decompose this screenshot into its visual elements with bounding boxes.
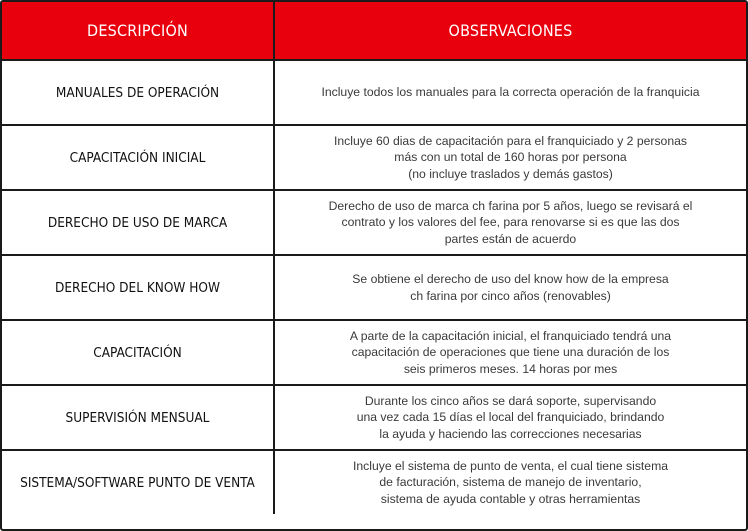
- observaciones-text: A parte de la capacitación inicial, el franquiciado tendrá una capacitación de operaciones que tiene una duración de los seis primeros meses. 14 horas por mes: [349, 328, 672, 376]
- descripcion-text: SISTEMA/SOFTWARE PUNTO DE VENTA: [20, 474, 255, 491]
- table-row: [2, 59, 746, 124]
- observaciones-cell: [275, 256, 746, 319]
- header-cell-observaciones: [275, 2, 746, 59]
- descripcion-text: DERECHO DEL KNOW HOW: [55, 279, 220, 296]
- observaciones-cell: [275, 126, 746, 189]
- observaciones-text: Incluye 60 dias de capacitación para el franquiciado y 2 personas más con un total de 160 horas por persona (no incluye traslados y demás gastos): [334, 133, 687, 181]
- table-row: [2, 384, 746, 449]
- observaciones-text: Se obtiene el derecho de uso del know how de la empresa ch farina por cinco años (renovables): [352, 272, 669, 303]
- descripcion-cell: [2, 126, 275, 189]
- descripcion-text: CAPACITACIÓN: [93, 344, 182, 361]
- observaciones-text: Durante los cinco años se dará soporte, supervisando una vez cada 15 días el local del franquiciado, brindando la ayuda y haciendo las correcciones necesarias: [356, 393, 665, 441]
- observaciones-cell: [275, 321, 746, 384]
- observaciones-cell: [275, 386, 746, 449]
- descripcion-cell: [2, 256, 275, 319]
- descripcion-cell: [2, 451, 275, 514]
- table-row: [2, 124, 746, 189]
- observaciones-cell: [275, 61, 746, 124]
- observaciones-text: Derecho de uso de marca ch farina por 5 años, luego se revisará el contrato y los valores del fee, para renovarse si es que las dos partes están de acuerdo: [328, 198, 693, 246]
- table-row: [2, 319, 746, 384]
- observaciones-cell: [275, 191, 746, 254]
- descripcion-text: CAPACITACIÓN INICIAL: [69, 149, 206, 166]
- descripcion-text: DERECHO DE USO DE MARCA: [47, 214, 228, 231]
- descripcion-text: MANUALES DE OPERACIÓN: [55, 84, 220, 101]
- observaciones-cell: [275, 451, 746, 514]
- header-label-descripcion: DESCRIPCIÓN: [87, 21, 188, 40]
- header-cell-descripcion: [2, 2, 275, 59]
- descripcion-cell: [2, 386, 275, 449]
- descripcion-text: SUPERVISIÓN MENSUAL: [65, 409, 210, 426]
- table-row: [2, 189, 746, 254]
- table-row: [2, 449, 746, 514]
- descripcion-cell: [2, 321, 275, 384]
- header-label-observaciones: OBSERVACIONES: [448, 21, 573, 40]
- descripcion-cell: [2, 61, 275, 124]
- observaciones-text: Incluye todos los manuales para la correcta operación de la franquicia: [321, 85, 700, 100]
- observaciones-text: Incluye el sistema de punto de venta, el cual tiene sistema de facturación, sistema de manejo de inventario, sistema de ayuda contable y otras herramientas: [352, 458, 669, 506]
- descripcion-cell: [2, 191, 275, 254]
- table-row: [2, 254, 746, 319]
- table-header: [2, 2, 746, 59]
